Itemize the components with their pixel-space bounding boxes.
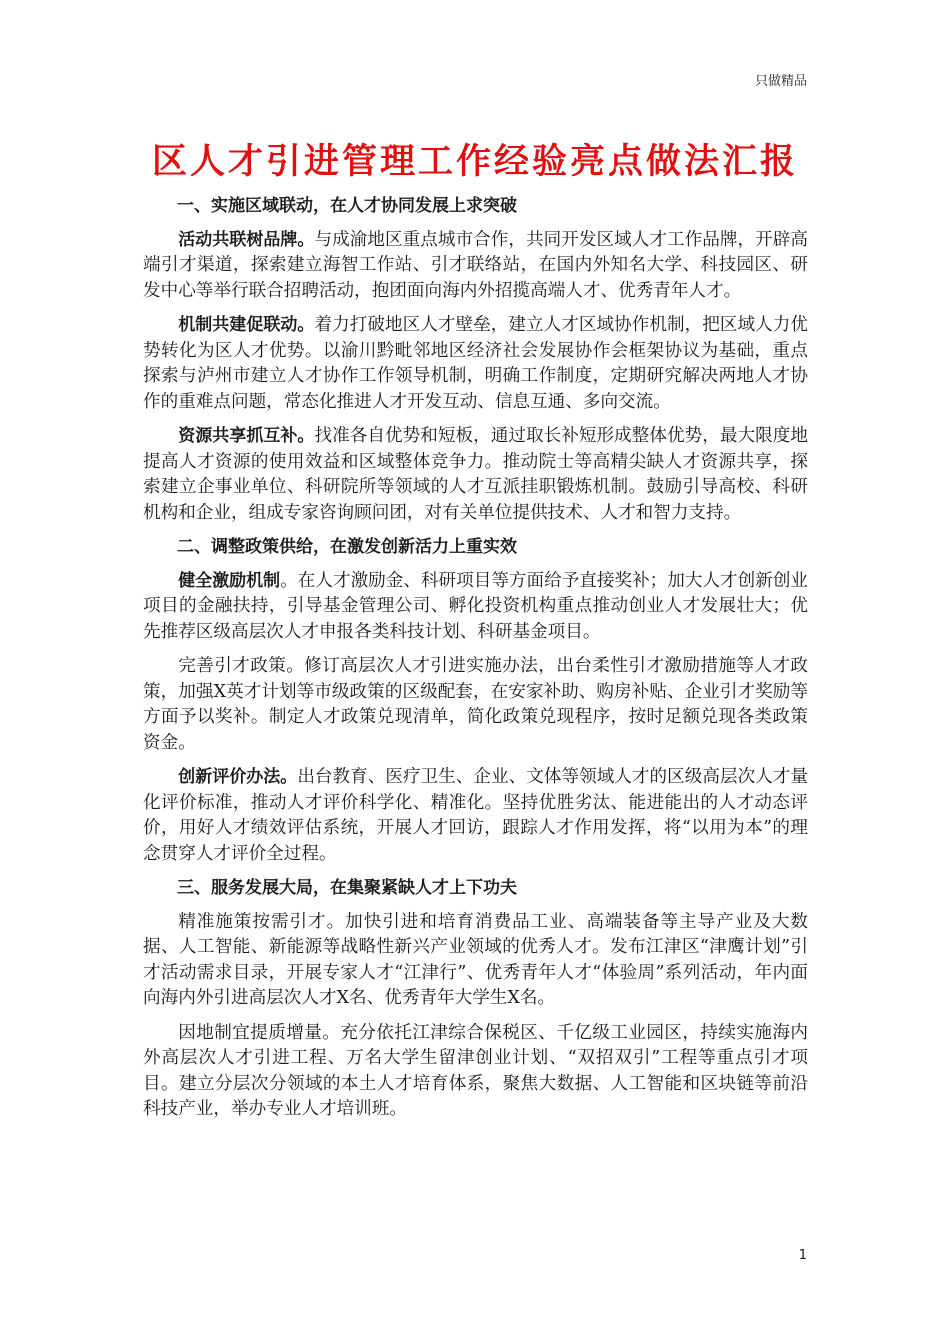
- paragraph: [143, 654, 808, 756]
- document-body: [143, 194, 808, 1132]
- paragraph-text: 精准施策按需引才。加快引进和培育消费品工业、高端装备等主导产业及大数据、人工智能、新能源等战略性新兴产业领域的优秀人才。发布江津区“津鹰计划”引才活动需求目录，开展专家人才“江津行”、优秀青年人才“体验周”系列活动，年内面向海内外引进高层次人才X名、优秀青年大学生X名。: [143, 911, 808, 1008]
- paragraph: [143, 313, 808, 415]
- paragraph-text: 与成渝地区重点城市合作，共同开发区域人才工作品牌，开辟高端引才渠道，探索建立海智工作站、引才联络站，在国内外知名大学、科技园区、研发中心等举行联合招聘活动，抱团面向海内外招揽高端人才、优秀青年人才。: [143, 229, 809, 301]
- paragraph-text: 因地制宜提质增量。充分依托江津综合保税区、千亿级工业园区，持续实施海内外高层次人才引进工程、万名大学生留津创业计划、“双招双引”工程等重点引才项目。建立分层次分领域的本土人才培育体系，聚焦大数据、人工智能和区块链等前沿科技产业，举办专业人才培训班。: [143, 1022, 808, 1119]
- paragraph-text: 完善引才政策。修订高层次人才引进实施办法，出台柔性引才激励措施等人才政策，加强X英才计划等市级政策的区级配套，在安家补助、购房补贴、企业引才奖励等方面予以奖补。制定人才政策兑现清单，简化政策兑现程序，按时足额兑现各类政策资金。: [143, 656, 808, 753]
- paragraph-lead: 活动共联树品牌。: [178, 229, 315, 250]
- section-heading: 二、调整政策供给，在激发创新活力上重实效: [177, 537, 517, 557]
- paragraph-text: 出台教育、医疗卫生、企业、文体等领域人才的区级高层次人才量化评价标准，推动人才评价科学化、精准化。坚持优胜劣汰、能进能出的人才动态评价，用好人才绩效评估系统，开展人才回访，跟踪人才作用发挥，将“以用为本”的理念贯穿人才评价全过程。: [143, 767, 808, 864]
- paragraph: [143, 424, 808, 526]
- paragraph-lead: 健全激励机制: [178, 570, 281, 591]
- section-heading: 一、实施区域联动，在人才协同发展上求突破: [177, 196, 517, 216]
- paragraph-text: 找准各自优势和短板，通过取长补短形成整体优势，最大限度地提高人才资源的使用效益和区域整体竞争力。推动院士等高精尖缺人才资源共享，探索建立企事业单位、科研院所等领域的人才互派挂职锻炼机制。鼓励引导高校、科研机构和企业，组成专家咨询顾问团，对有关单位提供技术、人才和智力支持。: [143, 426, 809, 523]
- paragraph-lead: 机制共建促联动。: [178, 315, 315, 335]
- paragraph: [143, 765, 808, 867]
- document-title: 区人才引进管理工作经验亮点做法汇报: [151, 141, 798, 182]
- paragraph: [143, 228, 808, 305]
- paragraph-lead: 资源共享抓互补。: [178, 426, 315, 446]
- paragraph: [143, 910, 808, 1012]
- paragraph-lead: 创新评价办法。: [178, 767, 298, 787]
- page-number: 1: [798, 1248, 807, 1263]
- section-heading: 三、服务发展大局，在集聚紧缺人才上下功夫: [177, 878, 517, 898]
- paragraph: [143, 1021, 808, 1123]
- paragraph: [143, 569, 808, 646]
- paragraph-text: 。在人才激励金、科研项目等方面给予直接奖补；加大人才创新创业项目的金融扶持，引导基金管理公司、孵化投资机构重点推动创业人才发展壮大；优先推荐区级高层次人才申报各类科技计划、科研基金项目。: [143, 570, 809, 642]
- header-note: 只做精品: [754, 74, 807, 89]
- paragraph-text: 着力打破地区人才壁垒，建立人才区域协作机制，把区域人力优势转化为区人才优势。以渝川黔毗邻地区经济社会发展协作会框架协议为基础，重点探索与泸州市建立人才协作工作领导机制，明确工作制度，定期研究解决两地人才协作的重难点问题，常态化推进人才开发互动、信息互通、多向交流。: [143, 315, 809, 412]
